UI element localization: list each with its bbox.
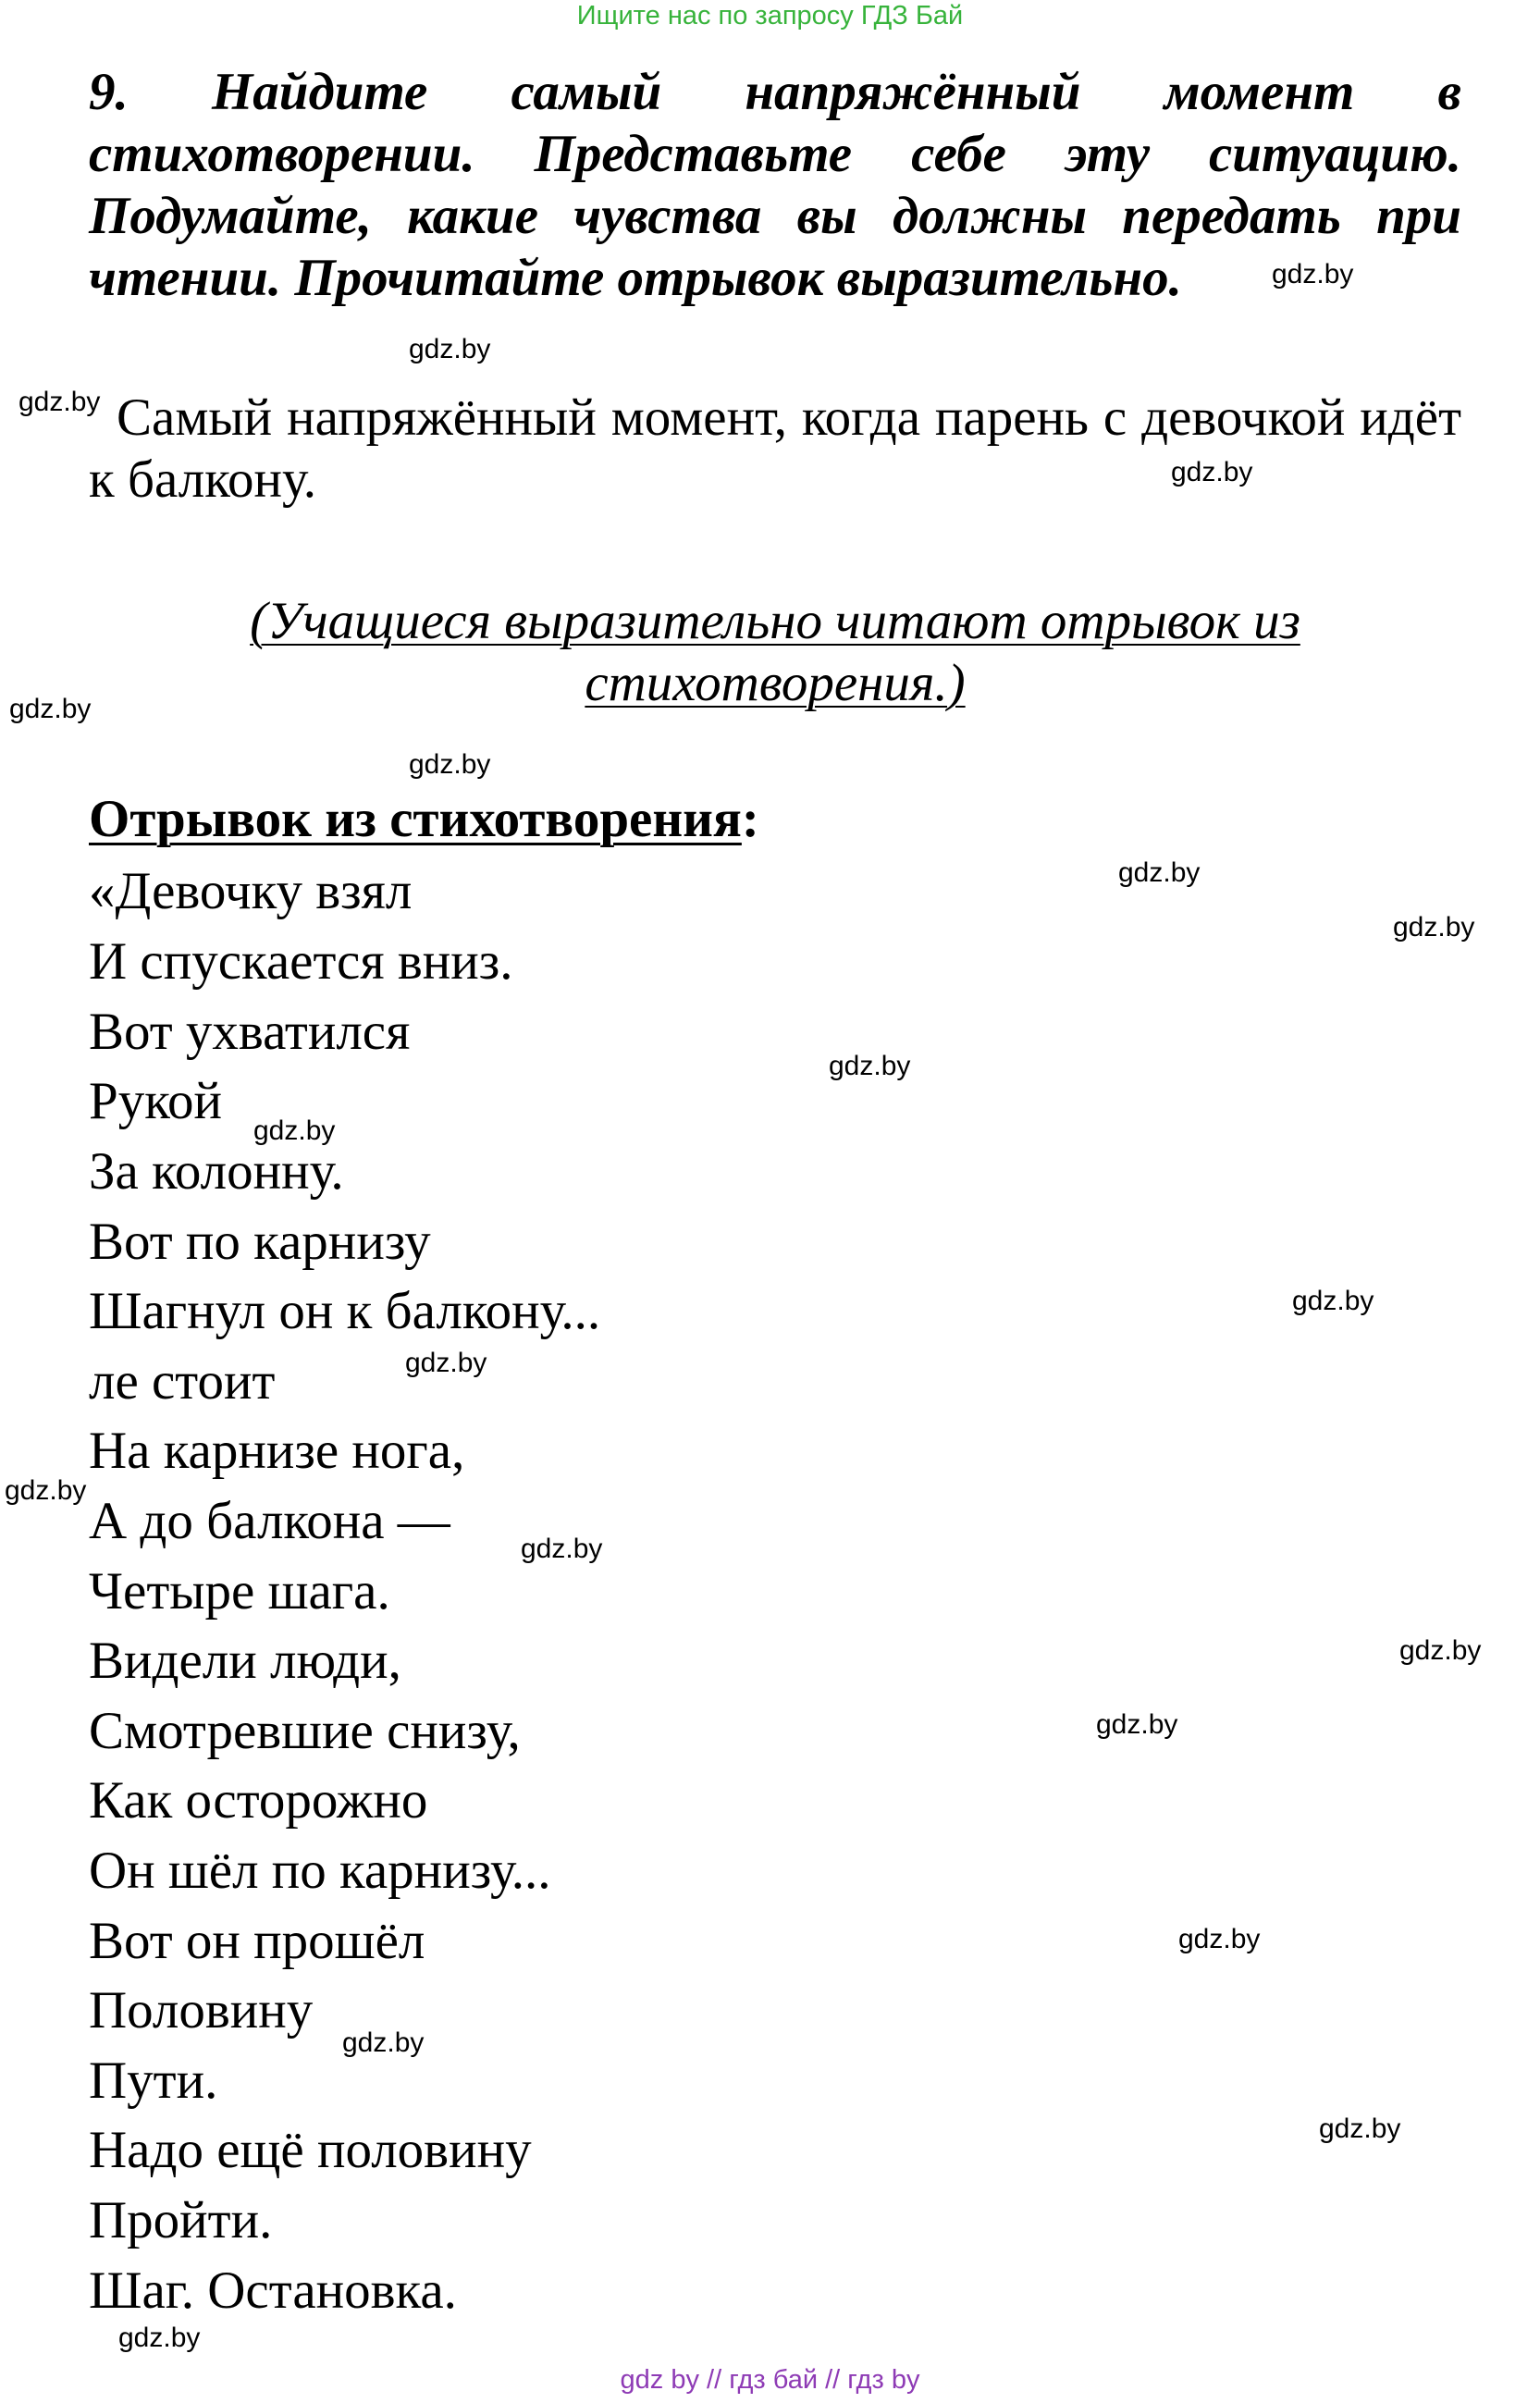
- watermark: gdz.by: [118, 2323, 201, 2353]
- poem-line: Он шёл по карнизу...: [89, 1842, 551, 1900]
- watermark: gdz.by: [829, 1051, 911, 1081]
- poem-line: Шаг. Остановка.: [89, 2261, 457, 2320]
- footer-links[interactable]: gdz by // гдз бай // гдз by: [620, 2365, 920, 2395]
- poem-line: Смотревшие снизу,: [89, 1702, 521, 1760]
- watermark: gdz.by: [1272, 259, 1354, 290]
- watermark: gdz.by: [1292, 1286, 1374, 1316]
- answer-paragraph: Самый напряжённый момент, когда парень с девочкой идёт к балкону.: [89, 388, 1461, 509]
- poem-line: ле стоит: [89, 1352, 276, 1411]
- excerpt-heading: [89, 788, 759, 850]
- poem-line: Как осторожно: [89, 1771, 428, 1830]
- poem-line: А до балкона —: [89, 1492, 450, 1550]
- watermark: gdz.by: [253, 1115, 336, 1146]
- watermark: gdz.by: [5, 1475, 87, 1506]
- poem-line: Надо ещё половину: [89, 2121, 532, 2179]
- watermark: gdz.by: [405, 1348, 487, 1378]
- instruction-note: [89, 590, 1461, 714]
- watermark: gdz.by: [1399, 1635, 1482, 1666]
- watermark: gdz.by: [1393, 912, 1475, 943]
- watermark: gdz.by: [409, 749, 491, 780]
- watermark: gdz.by: [1171, 457, 1253, 487]
- poem-line: Четыре шага.: [89, 1562, 390, 1620]
- watermark: gdz.by: [1319, 2113, 1401, 2144]
- note-line-2: стихотворения.): [585, 654, 966, 712]
- task-heading: 9. Найдите самый напряжённый момент в стихотворении. Представьте себе эту ситуацию. Подумайте, какие чувства вы должны передать при чтении. Прочитайте отрывок выразительно.: [89, 63, 1461, 307]
- poem-line: И спускается вниз.: [89, 932, 513, 991]
- poem-line: Пройти.: [89, 2191, 273, 2249]
- poem-line: Вот ухватился: [89, 1003, 411, 1061]
- watermark: gdz.by: [1096, 1709, 1178, 1740]
- watermark: gdz.by: [18, 387, 101, 417]
- watermark: gdz.by: [342, 2027, 425, 2058]
- poem-line: Рукой: [89, 1072, 223, 1130]
- watermark: gdz.by: [9, 694, 92, 724]
- poem-line: Половину: [89, 1981, 314, 2039]
- top-banner-link[interactable]: Ищите нас по запросу ГДЗ Бай: [576, 1, 964, 31]
- poem-line: Вот по карнизу: [89, 1213, 431, 1271]
- note-line-1: (Учащиеся выразительно читают отрывок из: [250, 592, 1300, 650]
- watermark: gdz.by: [1178, 1924, 1261, 1954]
- watermark: gdz.by: [1118, 857, 1201, 888]
- watermark: gdz.by: [521, 1534, 603, 1564]
- excerpt-title: Отрывок из стихотворения: [89, 790, 742, 848]
- poem-line: «Девочку взял: [89, 862, 413, 920]
- watermark: gdz.by: [409, 334, 491, 364]
- excerpt-colon: :: [741, 790, 759, 848]
- poem-line: На карнизе нога,: [89, 1422, 465, 1480]
- poem-line: За колонну.: [89, 1142, 344, 1201]
- poem-line: Пути.: [89, 2052, 218, 2110]
- poem-line: Вот он прошёл: [89, 1912, 425, 1970]
- poem-line: Шагнул он к балкону...: [89, 1282, 601, 1340]
- poem-line: Видели люди,: [89, 1632, 401, 1690]
